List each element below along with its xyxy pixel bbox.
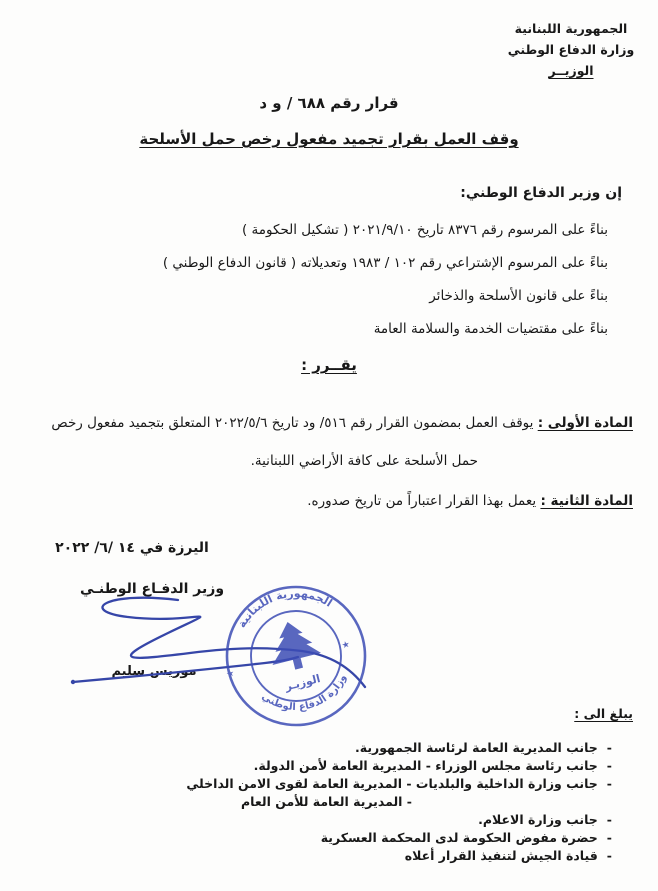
decree-number: قرار رقم ٦٨٨ / و د	[259, 94, 399, 112]
notify-label: يبلغ الى :	[574, 706, 633, 721]
notify-item: - حضرة مفوض الحكومة لدى المحكمة العسكرية	[320, 830, 612, 845]
dash-marker: -	[606, 848, 612, 863]
article-1-label: المادة الأولى :	[537, 415, 633, 431]
preamble-list	[20, 214, 608, 346]
preamble-intro: إن وزير الدفاع الوطني:	[460, 185, 622, 201]
notify-list	[20, 739, 612, 865]
preamble-item: بناءً على قانون الأسلحة والذخائر	[429, 288, 608, 304]
article-2-label: المادة الثانية :	[540, 493, 633, 509]
ministry-stamp	[221, 581, 371, 731]
notify-item-continuation: - المديرية العامة للأمن العام	[240, 794, 412, 809]
article-1	[28, 404, 633, 480]
stamp-top-arc-text: الجمهورية اللبنانية	[235, 586, 335, 631]
dash-marker: -	[606, 758, 612, 773]
notify-item: - جانب رئاسة مجلس الوزراء - المديرية العامة لأمن الدولة.	[253, 758, 612, 773]
cedar-icon	[263, 616, 323, 675]
notify-item: - جانب المديرية العامة لرئاسة الجمهورية.	[354, 740, 612, 755]
date-line: اليرزة في ١٤ /٦/ ٢٠٢٢	[55, 540, 209, 556]
stamp-star-left: ★	[225, 668, 236, 681]
letterhead-ministry: وزارة الدفاع الوطني	[507, 42, 635, 57]
dash-marker: -	[606, 830, 612, 845]
dash-marker: -	[606, 812, 612, 827]
preamble-item: بناءً على المرسوم رقم ٨٣٧٦ تاريخ ٢٠٢١/٩/١٠ ( تشكيل الحكومة )	[241, 222, 608, 238]
decides-label: يقــرر :	[301, 356, 357, 374]
dash-marker: -	[606, 740, 612, 755]
stamp-bottom-arc-text: وزارة الدفاع الوطني	[259, 672, 349, 714]
signature-title: وزير الدفـاع الوطنـي	[79, 581, 225, 597]
stamp-center-text: الوزيـر	[283, 672, 322, 694]
decree-title: وقف العمل بقرار تجميد مفعول رخص حمل الأسلحة	[139, 130, 519, 148]
letterhead-republic: الجمهورية اللبنانية	[514, 21, 628, 36]
stamp-star-right: ★	[340, 639, 352, 652]
preamble-item: بناءً على المرسوم الإشتراعي رقم ١٠٢ / ١٩٨٣ وتعديلاته ( قانون الدفاع الوطني )	[162, 255, 608, 271]
letterhead-minister: الوزيــر	[548, 63, 594, 78]
signer-name: موريس سليم	[111, 664, 197, 679]
notify-item: - قيادة الجيش لتنفيذ القرار أعلاه	[404, 848, 612, 863]
article-2-text: يعمل بهذا القرار اعتباراً من تاريخ صدوره.	[307, 493, 537, 509]
signature-dot	[71, 680, 75, 684]
article-1-text: يوقف العمل بمضمون القرار رقم ٥١٦/ ود تاريخ ٢٠٢٢/٥/٦ المتعلق بتجميد مفعول رخص حمل الأسلحة على كافة الأراضي اللبنانية.	[51, 415, 534, 469]
preamble-item: بناءً على مقتضيات الخدمة والسلامة العامة	[373, 321, 608, 337]
article-2	[28, 482, 633, 520]
notify-item: - جانب وزارة الاعلام.	[478, 812, 612, 827]
notify-item: - جانب وزارة الداخلية والبلديات - المديرية العامة لقوى الامن الداخلي	[186, 776, 612, 791]
dash-marker: -	[606, 776, 612, 791]
letterhead	[496, 18, 646, 81]
